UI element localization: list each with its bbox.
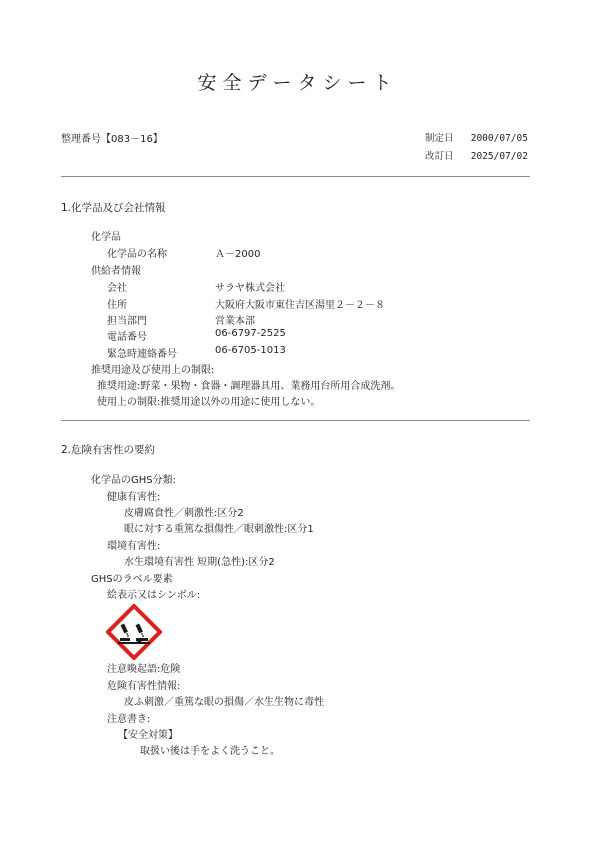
chem-name-value: Ａ－2000: [215, 249, 261, 260]
revised-date-label: 改訂日: [425, 151, 454, 162]
signal-word: 注意喚起語:危険: [107, 664, 181, 675]
usage-heading: 推奨用途及び使用上の制限:: [91, 365, 215, 376]
supplier-group-label: 供給者情報: [91, 266, 141, 277]
health-hazard-label: 健康有害性:: [107, 492, 161, 503]
divider: [61, 420, 530, 421]
revised-date-value: 2025/07/02: [470, 151, 528, 162]
chem-name-label: 化学品の名称: [107, 249, 167, 260]
hazard-info: 皮ふ刺激／重篤な眼の損傷／水生生物に毒性: [124, 697, 324, 708]
corrosion-pictogram-icon: [106, 604, 162, 660]
created-date-value: 2000/07/05: [470, 133, 528, 144]
address-value: 大阪府大阪市東住吉区湯里２－２－８: [215, 300, 385, 311]
created-date-row: [425, 130, 528, 144]
emergency-label: 緊急時連絡番号: [107, 349, 177, 360]
dept-value: 営業本部: [215, 316, 255, 327]
address-label: 住所: [107, 300, 127, 311]
precaution-label: 注意書き:: [107, 714, 151, 725]
section1-heading: 1.化学品及び会社情報: [61, 202, 166, 214]
company-value: サラヤ株式会社: [215, 283, 285, 294]
emergency-value: 06-6705-1013: [215, 345, 286, 356]
phone-label: 電話番号: [107, 332, 147, 343]
company-label: 会社: [107, 283, 127, 294]
safety-measures-text: 取扱い後は手をよく洗うこと。: [140, 746, 280, 757]
aquatic-hazard: 水生環境有害性 短期(急性):区分2: [124, 557, 275, 568]
ghs-classification-label: 化学品のGHS分類:: [91, 475, 176, 486]
hazard-info-label: 危険有害性情報:: [107, 681, 181, 692]
safety-measures-label: 【安全対策】: [118, 730, 178, 741]
divider: [61, 176, 530, 177]
dept-label: 担当部門: [107, 316, 147, 327]
revised-date-row: [425, 148, 528, 162]
skin-hazard: 皮膚腐食性／刺激性:区分2: [124, 508, 244, 519]
env-hazard-label: 環境有害性:: [107, 541, 161, 552]
chem-group-label: 化学品: [91, 232, 121, 243]
restriction-line: 使用上の制限:推奨用途以外の用途に使用しない。: [97, 397, 321, 408]
section2-heading: 2.危険有害性の要約: [61, 444, 156, 456]
phone-value: 06-6797-2525: [215, 328, 286, 339]
document-title: 安全データシート: [197, 72, 398, 94]
eye-hazard: 眼に対する重篤な損傷性／眼刺激性:区分1: [124, 524, 314, 535]
usage-line: 推奨用途:野菜・果物・食器・調理器具用、業務用台所用合成洗剤。: [97, 381, 401, 392]
label-elements-heading: GHSのラベル要素: [91, 574, 173, 585]
created-date-label: 制定日: [425, 133, 454, 144]
pictogram-label: 絵表示又はシンボル:: [107, 590, 201, 601]
reference-number: 整理番号【083－16】: [61, 134, 163, 145]
